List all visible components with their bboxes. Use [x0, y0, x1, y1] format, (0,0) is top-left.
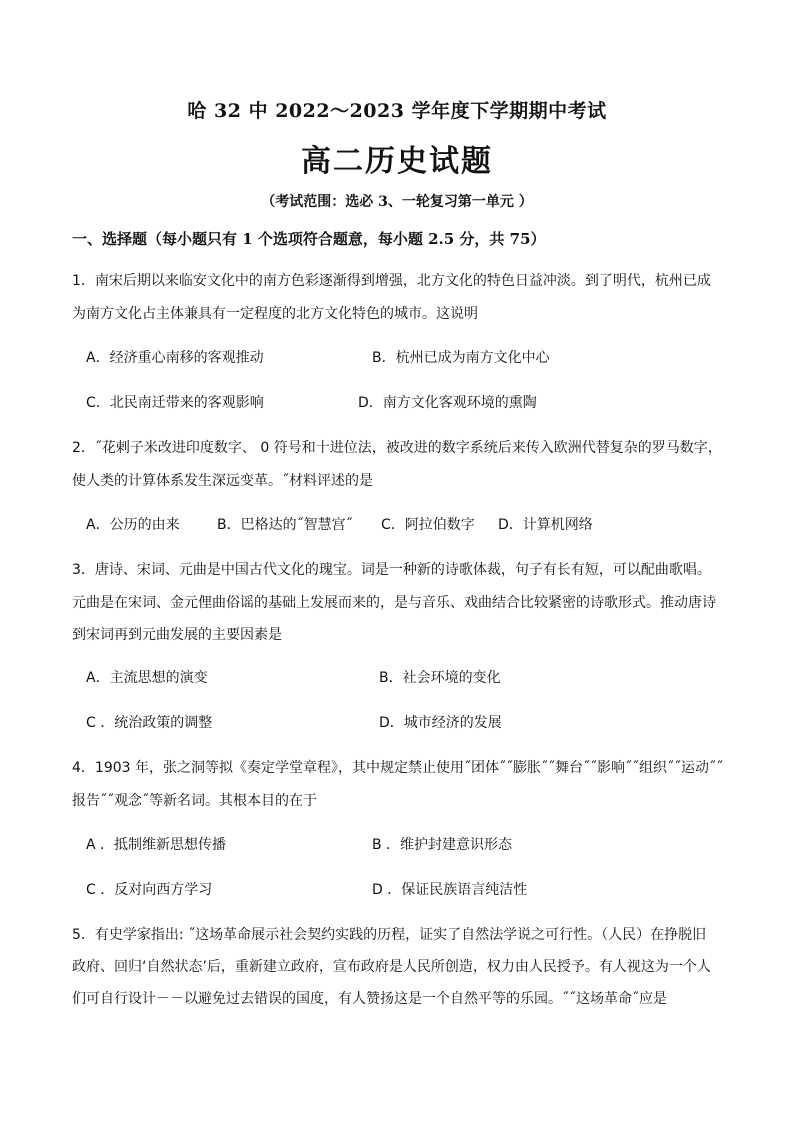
subject-title: 高二历史试题	[301, 144, 493, 179]
question-4-option-a: A ．抵制维新思想传播	[86, 837, 227, 853]
question-2-line-1: 2．˝花剌子米改进印度数字、 0 符号和十进位法，被改进的数字系统后来传入欧洲代替复杂的罗马数字，	[72, 440, 722, 456]
question-2-line-2: 使人类的计算体系发生深远变革。˝材料评述的是	[72, 473, 373, 489]
question-3-option-a: A．主流思想的演变	[86, 670, 208, 686]
question-5-line-1: 5．有史学家指出: ˝这场革命展示社会契约实践的历程，证实了自然法学说之可行性。（人民）在挣脱旧	[72, 927, 707, 943]
question-3-line-2: 元曲是在宋词、金元俚曲俗谣的基础上发展而来的，是与音乐、戏曲结合比较紧密的诗歌形式。推动唐诗	[72, 595, 716, 611]
section-heading: 一、选择题（每小题只有 1 个选项符合题意，每小题 2.5 分，共 75）	[72, 230, 546, 248]
question-2-option-b: B．巴格达的˝智慧宫˝	[217, 517, 353, 533]
question-4-option-b: B ．维护封建意识形态	[372, 837, 513, 853]
question-3-line-3: 到宋词再到元曲发展的主要因素是	[72, 627, 282, 643]
exam-scope: （考试范围：选必 3、一轮复习第一单元 ）	[261, 194, 533, 210]
exam-title: 哈 32 中 2022～2023 学年度下学期期中考试	[187, 100, 607, 122]
question-2-option-a: A．公历的由来	[86, 517, 180, 533]
question-1-line-2: 为南方文化占主体兼具有一定程度的北方文化特色的城市。这说明	[72, 306, 478, 322]
question-1-option-b: B．杭州已成为南方文化中心	[372, 350, 550, 366]
question-2-option-d: D．计算机网络	[498, 517, 593, 533]
question-5-line-3: 们可自行设计－－以避免过去错误的国度，有人赞扬这是一个自然平等的乐园。˝˝这场革命˝应是	[72, 991, 667, 1007]
question-3-option-b: B．社会环境的变化	[379, 670, 501, 686]
question-3-option-d: D．城市经济的发展	[379, 715, 502, 731]
question-1-option-c: C．北民南迁带来的客观影响	[86, 395, 264, 411]
question-4-option-c: C ．反对向西方学习	[86, 882, 213, 898]
question-2-option-c: C．阿拉伯数字	[381, 517, 475, 533]
question-4-option-d: D ．保证民族语言纯洁性	[372, 882, 528, 898]
question-5-line-2: 政府、回归‘自然状态’后，重新建立政府，宣布政府是人民所创造，权力由人民授予。有人视这为一个人	[72, 959, 711, 975]
question-1-line-1: 1．南宋后期以来临安文化中的南方色彩逐渐得到增强，北方文化的特色日益冲淡。到了明代，杭州已成	[72, 273, 711, 289]
question-1-option-a: A．经济重心南移的客观推动	[86, 350, 264, 366]
question-4-line-1: 4．1903 年，张之洞等拟《奏定学堂章程》，其中规定禁止使用˝团体˝˝膨胀˝˝舞台˝˝影响˝˝组织˝˝运动˝˝	[72, 760, 723, 776]
question-1-option-d: D．南方文化客观环境的熏陶	[358, 395, 537, 411]
question-3-option-c: C ．统治政策的调整	[86, 715, 213, 731]
question-4-line-2: 报告˝˝观念˝等新名词。其根本目的在于	[72, 793, 317, 809]
question-3-line-1: 3．唐诗、宋词、元曲是中国古代文化的瑰宝。词是一种新的诗歌体裁，句子有长有短，可以配曲歌唱。	[72, 562, 711, 578]
